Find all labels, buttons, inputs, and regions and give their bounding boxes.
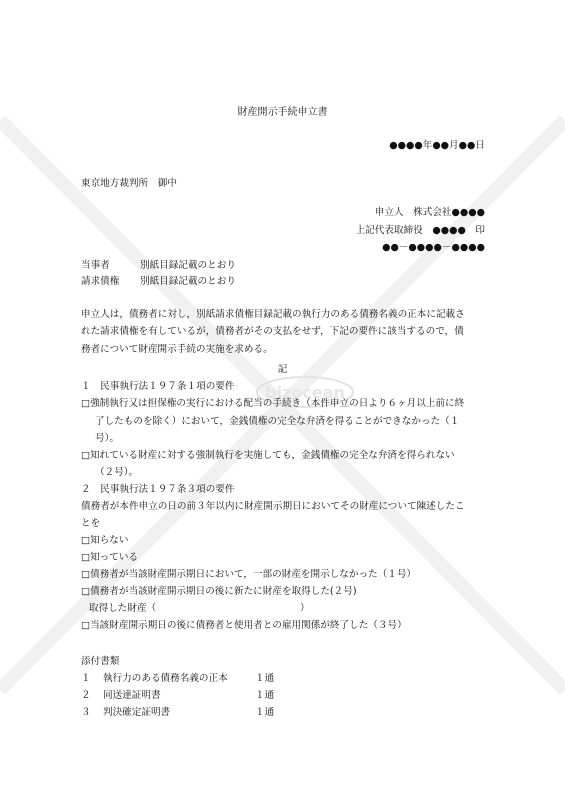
section1-item1-line-2: 了したものを除く）において，金銭債権の完全な弁済を得ることができなかった（１ — [95, 416, 460, 427]
claim-value: 別紙目録記載のとおり — [140, 276, 236, 287]
document-date: ●●●●年●●月●●日 — [389, 140, 485, 151]
attachments-heading: 添付書類 — [81, 656, 120, 667]
option-unknown: □知らない — [81, 535, 129, 546]
option-employment-ended: □当該財産開示期日の後に債務者と使用者との雇用関係が終了した（３号） — [81, 620, 407, 631]
attachment-count: １通 — [255, 707, 275, 718]
attachment-name: 判決確定証明書 — [103, 707, 171, 718]
section1-heading: １ 民事執行法１９７条１項の要件 — [81, 381, 235, 392]
party-row — [81, 259, 236, 272]
section1-item1-line-1: □強制執行又は担保権の実行における配当の手続き（本件申立の日より６ヶ月以上前に終 — [81, 398, 465, 409]
document-title: 財産開示手続申立書 — [237, 107, 328, 118]
option-partial-disclosure: □債務者が当該財産開示期日において，一部の財産を開示しなかった（１号） — [81, 569, 417, 580]
ki-heading: 記 — [277, 364, 288, 375]
watermark-logo-text: bizocean — [265, 383, 345, 402]
section1-item2-line-2: （２号）。 — [95, 467, 139, 478]
court-addressee: 東京地方裁判所 御中 — [81, 178, 177, 189]
option-known: □知っている — [81, 552, 139, 563]
section1-item2-line-1: □知れている財産に対する強制執行を実施しても，金銭債権の完全な弁済を得られない — [81, 450, 455, 461]
acquired-assets-label: 取得した財産（ — [89, 603, 157, 614]
attachment-count: １通 — [255, 673, 275, 684]
claim-label: 請求債権 — [81, 276, 120, 287]
section1-item1-line-3: 号）。 — [95, 433, 119, 444]
applicant-address: ●●－●●●●－●●●● — [382, 242, 485, 253]
petition-text-line-3: 務者について財産開示手続の実施を求める。 — [81, 344, 273, 355]
attachment-item — [81, 672, 274, 685]
attachment-name: 同送達証明書 — [103, 690, 161, 701]
applicant-name: 申立人 株式会社●●●● — [374, 207, 485, 218]
acquired-assets-close: ） — [300, 603, 310, 614]
party-value: 別紙目録記載のとおり — [140, 260, 236, 271]
section2-intro-line-2: とを — [81, 518, 101, 529]
party-label: 当事者 — [81, 260, 110, 271]
section2-intro-line-1: 債務者が本件申立の日の前３年以内に財産開示期日においてその財産について陳述したこ — [81, 501, 465, 512]
petition-text-line-2: れた請求債権を有しているが，債務者がその支払をせず，下記の要件に該当するので，債 — [81, 326, 464, 337]
claim-row — [81, 275, 236, 288]
attachment-number: ２ — [81, 690, 91, 701]
petition-text-line-1: 申立人は，債務者に対し，別紙請求債権目録記載の執行力のある債務名義の正本に記載さ — [81, 309, 465, 320]
attachment-item — [81, 689, 274, 702]
option-new-assets: □債務者が当該財産開示期日の後に新たに財産を取得した(２号) — [81, 586, 357, 597]
representative-name: 上記代表取締役 ●●●● 印 — [355, 225, 485, 236]
attachment-number: ３ — [81, 707, 91, 718]
section2-heading: ２ 民事執行法１９７条３項の要件 — [81, 484, 235, 495]
attachment-name: 執行力のある債務名義の正本 — [103, 673, 228, 684]
attachment-count: １通 — [255, 690, 275, 701]
attachment-item — [81, 706, 274, 719]
attachment-number: １ — [81, 673, 91, 684]
